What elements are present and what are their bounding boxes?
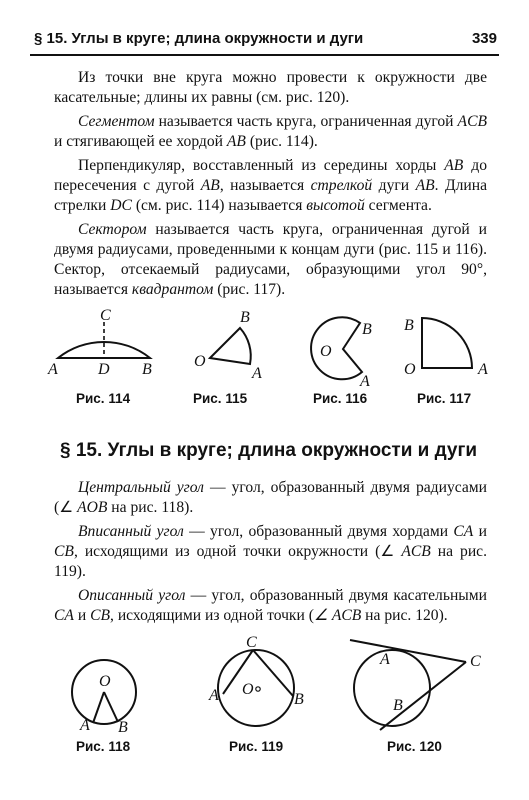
italic-term: AOB (77, 499, 108, 516)
figure-116-sector (298, 306, 388, 395)
italic-term: ACB (457, 113, 487, 130)
text-run: Перпендикуляр, восставленный из середины хорды (78, 157, 445, 174)
italic-term: стрелкой (310, 177, 373, 194)
paragraph (54, 156, 487, 216)
label-c: C (246, 634, 257, 651)
text-run: до пересечения с дугой (54, 157, 487, 194)
figure-118-central-angle (66, 650, 146, 739)
label-o: O (194, 353, 206, 370)
italic-term: CB (90, 607, 111, 624)
text-run: — угол, образованный двумя касательными (185, 587, 487, 604)
definitions-top (54, 68, 487, 300)
label-d: D (98, 361, 110, 378)
italic-term: CA (453, 523, 474, 540)
italic-term: CA (54, 607, 74, 624)
paragraph (54, 112, 487, 152)
caption-fig-116: Рис. 116 (313, 391, 368, 406)
text-run: дуги (372, 177, 416, 194)
running-title: § 15. Углы в круге; длина окружности и дуги (34, 30, 364, 47)
text-run: , исходящими из одной точки окружности (∠ (73, 543, 402, 560)
page-number: 339 (471, 30, 497, 47)
figure-114-segment (40, 306, 170, 389)
text-run: , исходящими из одной точки ( (110, 607, 314, 624)
italic-term: Сектором (78, 221, 147, 238)
italic-term: Сегментом (78, 113, 155, 130)
page-header (30, 24, 499, 56)
label-a: A (252, 365, 262, 382)
italic-term: квадрантом (131, 281, 214, 298)
label-b: B (393, 697, 403, 714)
label-o: O (242, 681, 254, 698)
label-b: B (240, 309, 250, 326)
italic-term: DC (110, 197, 132, 214)
italic-term: CB (54, 543, 74, 560)
text-run: — угол, образованный двумя радиусами (∠ (54, 479, 487, 516)
text-run: и стягивающей ее хордой (54, 133, 227, 150)
text-run: и (473, 523, 487, 540)
label-b: B (362, 321, 372, 338)
text-run: и (73, 607, 91, 624)
caption-fig-115: Рис. 115 (193, 391, 248, 406)
italic-term: AB (200, 177, 220, 194)
paragraph (54, 478, 487, 518)
text-run: на рис. 120). (361, 607, 448, 624)
figure-117-quadrant (398, 306, 498, 391)
label-o: O (99, 673, 111, 690)
text-run: (рис. 114). (245, 133, 318, 150)
label-a: A (380, 651, 390, 668)
text-run: на рис. 119). (54, 543, 488, 580)
text-run: Из точки вне круга можно провести к окружности две касательные; длины их равны (см. рис. 120). (54, 69, 487, 106)
italic-term: AB (226, 133, 246, 150)
label-a: A (209, 687, 219, 704)
italic-term: Описанный угол (78, 587, 186, 604)
caption-fig-117: Рис. 117 (417, 391, 472, 406)
caption-fig-120: Рис. 120 (387, 739, 442, 754)
label-a: A (80, 717, 90, 734)
paragraph (54, 522, 487, 582)
figure-115-sector (188, 306, 278, 391)
label-b: B (404, 317, 414, 334)
label-c: C (100, 307, 111, 324)
text-run: , называется (219, 177, 311, 194)
text-run: сегмента. (364, 197, 432, 214)
figure-120-circumscribed-angle (340, 624, 500, 741)
label-c: C (470, 653, 481, 670)
label-o: O (404, 361, 416, 378)
italic-term: AB (444, 157, 464, 174)
italic-term: Вписанный угол (78, 523, 184, 540)
italic-term: ACB (401, 543, 431, 560)
label-a: A (360, 373, 370, 390)
text-run: — угол, образованный двумя хордами (183, 523, 454, 540)
text-run: называется часть круга, ограниченная дугой и двумя радиусами, проведенными к концам дуги (рис. 115 и 116). Сектор, отсекаемый радиусами, образующими угол 90°, называется (54, 221, 487, 298)
text-run: на рис. 118). (107, 499, 194, 516)
text-run: называется часть круга, ограниченная дугой (154, 113, 458, 130)
label-b: B (142, 361, 152, 378)
paragraph (54, 220, 487, 300)
text-run: (см. рис. 114) называется (131, 197, 307, 214)
figure-119-inscribed-angle (206, 632, 306, 737)
caption-fig-118: Рис. 118 (76, 739, 131, 754)
text-run: . Длина стрелки (54, 177, 487, 214)
label-b: B (294, 691, 304, 708)
definitions-bottom (54, 478, 487, 626)
paragraph (54, 68, 487, 108)
italic-term: ∠ ACB (313, 607, 362, 624)
caption-fig-114: Рис. 114 (76, 391, 131, 406)
label-a: A (48, 361, 58, 378)
label-b: B (118, 719, 128, 734)
italic-term: Центральный угол (78, 479, 204, 496)
label-a: A (478, 361, 488, 378)
italic-term: высотой (306, 197, 365, 214)
caption-fig-119: Рис. 119 (229, 739, 284, 754)
section-heading: § 15. Углы в круге; длина окружности и дуги (60, 440, 478, 461)
paragraph (54, 586, 487, 626)
italic-term: AB (415, 177, 435, 194)
text-run: (рис. 117). (213, 281, 286, 298)
label-o: O (320, 343, 332, 360)
